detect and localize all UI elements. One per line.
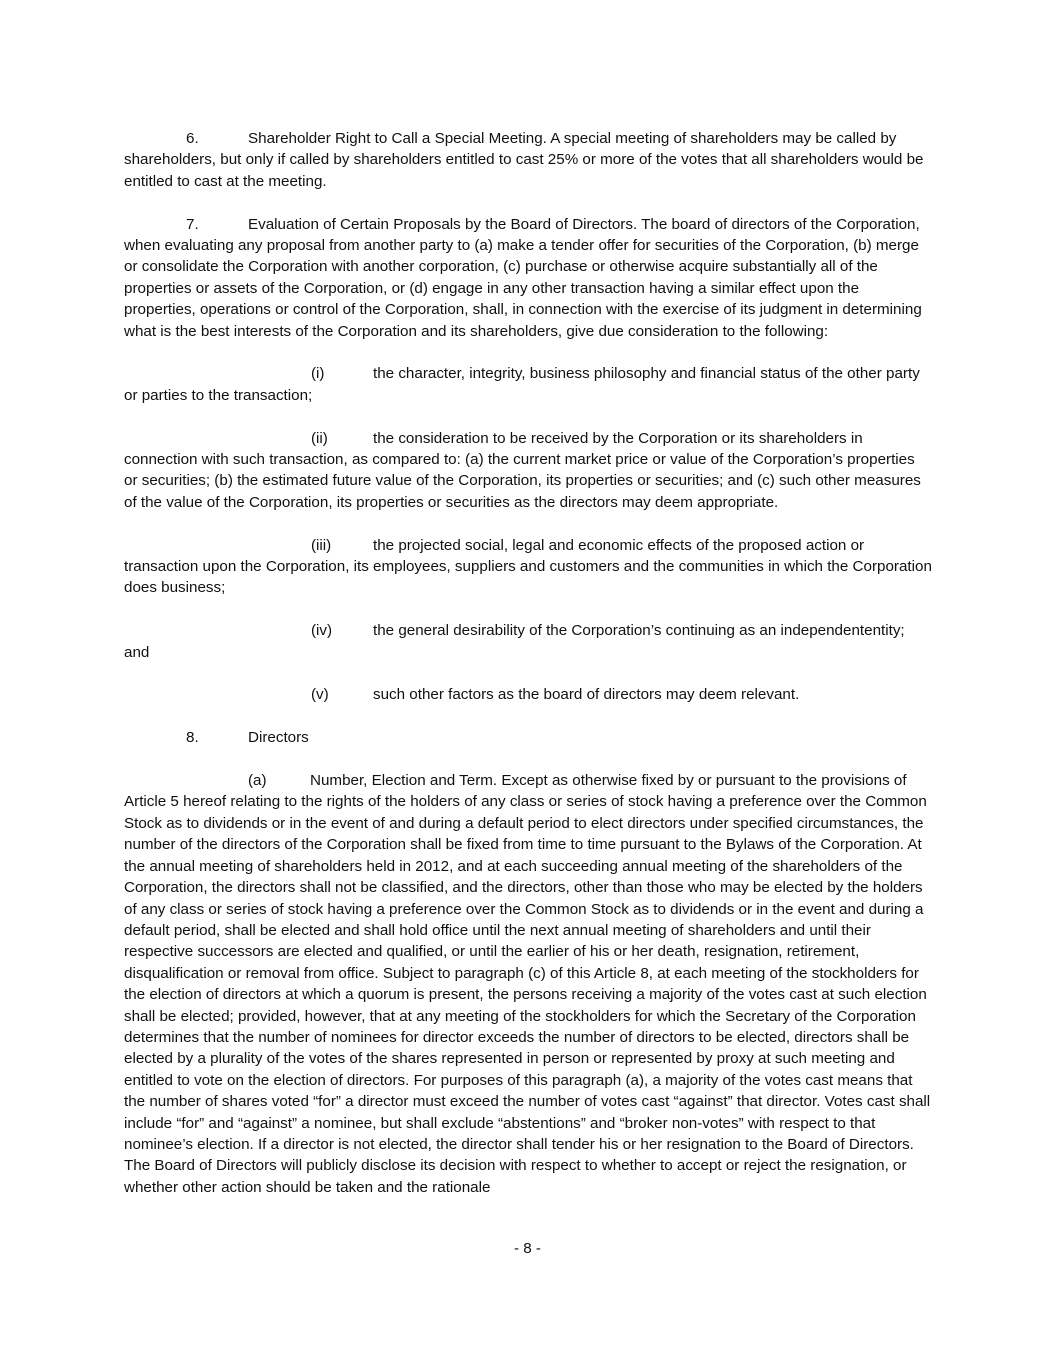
section-7-item-iii [124, 535, 932, 599]
item-label: (i) [311, 365, 325, 383]
section-7-number: 7. [186, 215, 199, 233]
item-label: (iv) [311, 622, 333, 640]
section-6-paragraph [124, 128, 932, 192]
section-7-paragraph [124, 214, 932, 342]
item-label: (ii) [311, 429, 328, 447]
section-8-number: 8. [186, 729, 199, 747]
section-7-item-i [124, 363, 932, 406]
section-6-number: 6. [186, 130, 199, 147]
item-text: the character, integrity, business philosophy and financial status of the other party or parties to the transaction; [124, 365, 920, 404]
item-tail: and [124, 643, 150, 661]
item-text: such other factors as the board of directors may deem relevant. [373, 686, 800, 704]
item-text: the consideration to be received by the Corporation or its shareholders in connection with such transaction, as compared to: (a) the current market price or value of the Corporation’s properties or securities; (b) the estimated future value of the Corporation, its properties or securities; and (c) such other measures of the value of the Corporation, its properties or securities as the directors may deem appropriate. [124, 429, 921, 511]
page-number: - 8 - [513, 1240, 541, 1257]
section-8-a-label: (a) [248, 772, 267, 790]
item-text: the projected social, legal and economic effects of the proposed action or transaction upon the Corporation, its employees, suppliers and customers and the communities in which the Corporation does business; [124, 536, 932, 597]
item-label: (v) [311, 686, 329, 704]
section-7-item-v [124, 684, 932, 705]
item-text: the general desirability of the Corporation’s continuing as an independententity; [373, 622, 905, 640]
section-8-heading [124, 727, 932, 748]
section-7-item-ii [124, 428, 932, 514]
section-6-text: Shareholder Right to Call a Special Meeting. A special meeting of shareholders may be called by shareholders, but only if called by shareholders entitled to cast 25% or more of the votes that all shareholders would be entitled to cast at the meeting. [124, 130, 924, 190]
document-page [124, 128, 932, 1198]
section-7-text: Evaluation of Certain Proposals by the Board of Directors. The board of directors of the Corporation, when evaluating any proposal from another party to (a) make a tender offer for securities of the Corporation, (b) merge or consolidate the Corporation with another corporation, (c) purchase or otherwise acquire substantially all of the properties or assets of the Corporation, or (d) engage in any other transaction having a similar effect upon the properties, operations or control of the Corporation, shall, in connection with the exercise of its judgment in determining what is the best interests of the Corporation and its shareholders, give due consideration to the following: [124, 215, 922, 340]
section-8-title: Directors [248, 729, 309, 747]
section-7-item-iv [124, 620, 932, 663]
section-8-a-text: Number, Election and Term. Except as otherwise fixed by or pursuant to the provisions of Article 5 hereof relating to the rights of the holders of any class or series of stock having a preference over the Common Stock as to dividends or in the event of and during a default period to elect directors under specified circumstances, the number of the directors of the Corporation shall be fixed from time to time pursuant to the Bylaws of the Corporation. At the annual meeting of shareholders held in 2012, and at each succeeding annual meeting of the shareholders of the Corporation, the directors shall not be classified, and the directors, other than those who may be elected by the holders of any class or series of stock having a preference over the Common Stock as to dividends or in the event and during a default period, shall be elected and shall hold office until the next annual meeting of shareholders and until their respective successors are elected and qualified, or until the earlier of his or her death, resignation, retirement, disqualification or removal from office. Subject to paragraph (c) of this Article 8, at each meeting of the stockholders for the election of directors at which a quorum is present, the persons receiving a majority of the votes cast at such election shall be elected; provided, however, that at any meeting of the stockholders for which the Secretary of the Corporation determines that the number of nominees for director exceeds the number of directors to be elected, directors shall be elected by a plurality of the votes of the shares represented in person or represented by proxy at such meeting and entitled to vote on the election of directors. For purposes of this paragraph (a), a majority of the votes cast means that the number of shares voted “for” a director must exceed the number of votes cast “against” that director. Votes cast shall include “for” and “against” a nominee, but shall exclude “abstentions” and “broker non-votes” with respect to that nominee’s election. If a director is not elected, the director shall tender his or her resignation to the Board of Directors. The Board of Directors will publicly disclose its decision with respect to whether to accept or reject the resignation, or whether other action should be taken and the rationale [124, 772, 931, 1196]
section-8-paragraph-a [124, 770, 932, 1198]
item-label: (iii) [311, 536, 332, 554]
